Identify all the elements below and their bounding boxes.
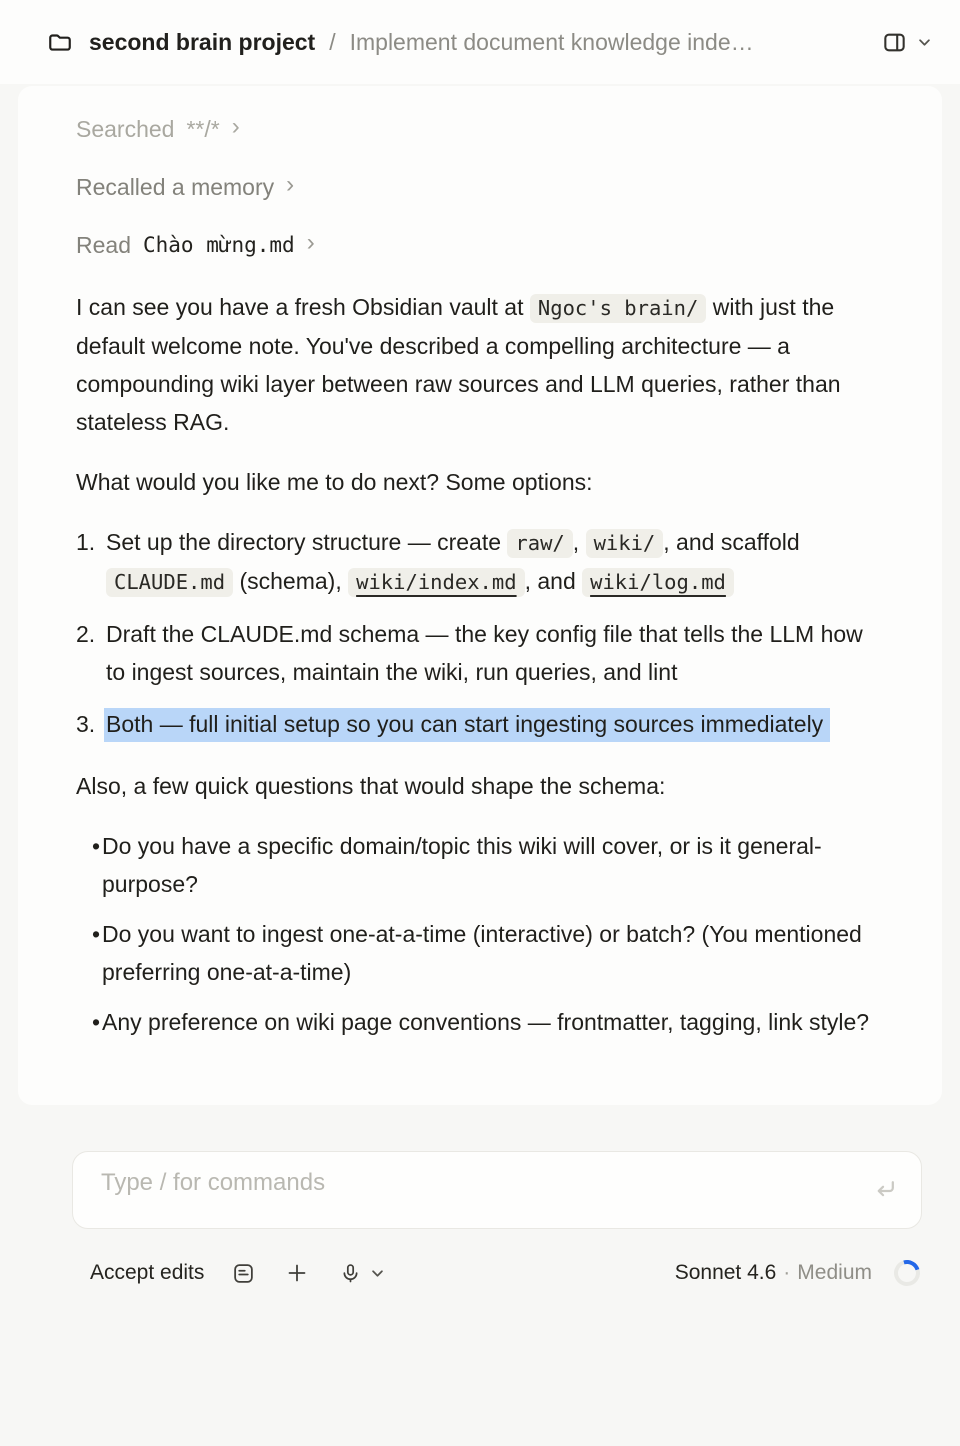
list-item [76,615,876,691]
bullet-marker: • [92,1009,101,1035]
paragraph-followup: Also, a few quick questions that would shape the schema: [76,773,666,799]
text-run: , and [524,568,583,594]
tool-event-recalled-memory[interactable] [76,172,892,202]
list-item [76,1003,876,1041]
message-input-container [72,1151,922,1229]
text-run: , and scaffold [663,529,800,555]
bullet-marker: • [92,833,101,859]
list-item [76,705,876,743]
model-effort-level: Medium [797,1261,872,1284]
permission-mode-button[interactable]: Accept edits [90,1261,205,1284]
text-run: Any preference on wiki page conventions — frontmatter, tagging, link style? [102,1009,870,1035]
text-run: Do you have a specific domain/topic this wiki will cover, or is it general-purpose? [102,833,822,897]
tool-action-label: Read [76,231,131,258]
bottom-toolbar [90,1259,920,1287]
loading-spinner [889,1255,924,1290]
tool-file-name: Chào mừng.md [142,233,295,257]
selected-text-highlight: Both — full initial setup so you can start ingesting sources immediately [104,708,830,742]
list-marker: 3. [76,711,96,737]
title-bar [0,0,960,84]
list-item [76,827,876,903]
dot-separator: · [783,1261,791,1284]
microphone-button[interactable] [337,1260,385,1287]
inline-code-raw-dir: raw/ [507,529,572,558]
text-run: with just the default welcome note. You've described a compelling architecture — a compounding wiki layer between raw sources and LLM queries, rather than stateless RAG. [76,294,841,435]
folder-icon [45,27,75,57]
text-run: Set up the directory structure — create [106,529,508,555]
list-item [76,915,876,991]
list-item [76,523,876,601]
attach-plus-icon[interactable] [283,1259,311,1287]
inline-code-claude-md: CLAUDE.md [106,568,233,597]
tool-action-label: Recalled a memory [76,173,275,200]
file-link-wiki-index[interactable]: wiki/index.md [348,568,524,597]
tool-event-searched[interactable] [76,114,892,144]
paragraph-question: What would you like me to do next? Some options: [76,469,593,495]
text-run: I can see you have a fresh Obsidian vault at [76,294,530,320]
inline-code-wiki-dir: wiki/ [586,529,664,558]
text-run: Draft the CLAUDE.md schema — the key config file that tells the LLM how to ingest sources, maintain the wiki, run queries, and lint [106,621,863,685]
chevron-down-icon[interactable] [917,37,932,48]
text-run: (schema), [233,568,349,594]
breadcrumb-conversation-title[interactable]: Implement document knowledge inde… [349,28,754,55]
expand-chevron-icon: › [286,171,295,198]
questions-bullet-list [76,827,892,1041]
breadcrumb-separator: / [329,28,336,55]
expand-chevron-icon: › [306,229,315,256]
assistant-message [76,288,892,1041]
paragraph-intro [76,288,892,441]
edited-files-icon[interactable] [230,1260,257,1287]
expand-chevron-icon: › [231,113,240,140]
text-run: , [572,529,586,555]
bullet-marker: • [92,921,101,947]
file-link-wiki-log[interactable]: wiki/log.md [582,568,734,597]
tool-event-read-file[interactable] [76,230,892,260]
inline-code-vault-path: Ngoc's brain/ [530,294,706,323]
message-input[interactable] [73,1152,921,1228]
tool-action-label: Searched [76,115,175,142]
tool-target: **/* [186,115,220,142]
list-marker: 1. [76,529,96,555]
return-key-icon[interactable] [872,1176,899,1208]
breadcrumb-project[interactable]: second brain project [89,28,316,55]
model-selector[interactable] [675,1261,872,1285]
chevron-down-icon [372,1270,383,1277]
conversation-panel [18,86,942,1105]
options-ordered-list [76,523,892,743]
breadcrumb [45,27,864,57]
composer [72,1151,922,1229]
text-run: Do you want to ingest one-at-a-time (interactive) or batch? (You mentioned preferring one-at-a-time) [102,921,862,985]
model-name: Sonnet 4.6 [674,1261,777,1284]
toggle-sidebar-button[interactable] [880,28,909,57]
list-marker: 2. [76,621,96,647]
